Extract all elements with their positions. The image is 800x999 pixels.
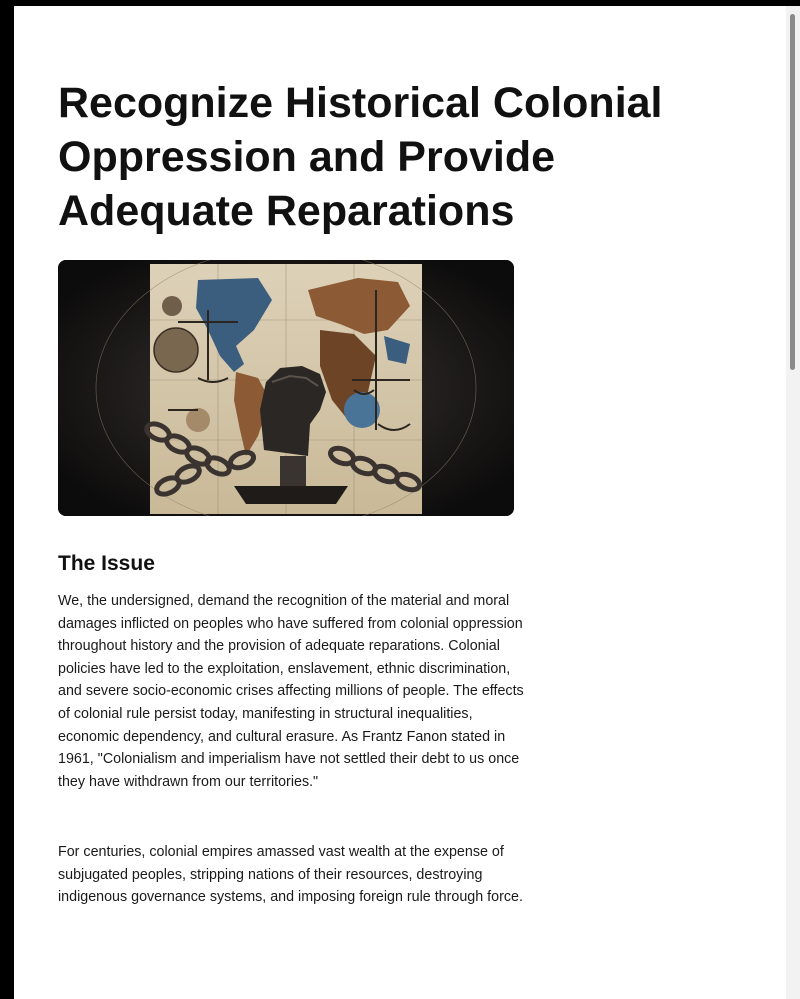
vertical-scrollbar[interactable]	[786, 6, 800, 999]
scrollbar-thumb[interactable]	[790, 14, 795, 370]
page-title: Recognize Historical Colonial Oppression and Provide Adequate Reparations	[58, 79, 663, 235]
issue-paragraph: For centuries, colonial empires amassed vast wealth at the expense of subjugated peoples, stripping nations of their resources, destroying indigenous governance systems, and imposing foreign rule through force.	[58, 844, 523, 906]
issue-paragraph: We, the undersigned, demand the recognition of the material and moral damages inflicted on peoples who have suffered from colonial oppression throughout history and the provision of adequate reparations. Colonial policies have led to the exploitation, enslavement, ethnic discrimination, and severe socio-economic crises affecting millions of people. The effects of colonial rule persist today, manifesting in structural inequalities, economic dependency, and cultural erasure. As Frantz Fanon stated in 1961, "Colonialism and imperialism have not settled their debt to us once they have withdrawn from our territories."	[58, 593, 524, 790]
petition-page	[14, 6, 786, 999]
section-heading: The Issue	[58, 552, 155, 575]
hero-image	[58, 260, 514, 516]
